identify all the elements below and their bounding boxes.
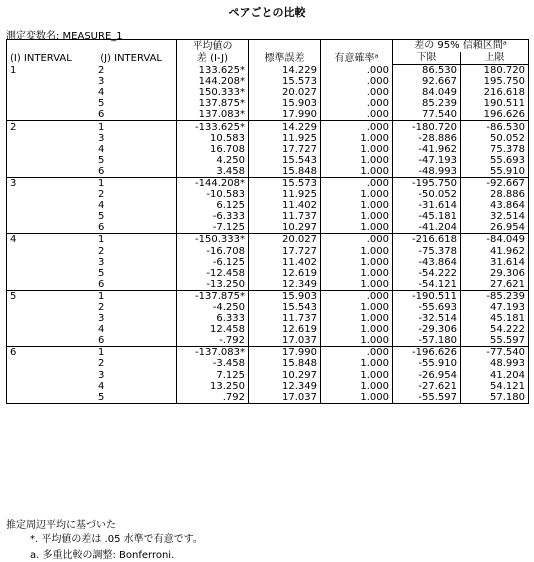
cell-std-err: 15.903 <box>249 290 321 302</box>
cell-i <box>7 246 177 257</box>
table-row <box>7 234 529 246</box>
cell-ci-lower: -31.614 <box>393 200 461 211</box>
cell-mean-diff: 137.875* <box>177 98 249 109</box>
header-ij <box>7 40 177 65</box>
cell-ci-upper: 196.626 <box>483 109 525 121</box>
cell-j-value: 6 <box>98 109 105 121</box>
cell-sig: .000 <box>321 290 393 302</box>
cell-mean-diff: -13.250 <box>177 279 249 291</box>
table-row <box>7 222 529 234</box>
cell-ci-lower: -190.511 <box>393 290 461 302</box>
table-row <box>7 76 529 87</box>
cell-i-value: 2 <box>10 121 17 133</box>
cell-mean-diff: 6.333 <box>177 313 249 324</box>
cell-ci-upper: 55.910 <box>490 165 525 177</box>
cell-sig: 1.000 <box>321 200 393 211</box>
cell-mean-diff: 144.208* <box>177 76 249 87</box>
header-j: (J) INTERVAL <box>100 52 162 64</box>
cell-i <box>7 313 177 324</box>
header-std-err: 標準誤差 <box>249 40 321 65</box>
header-ci-upper: 上限 <box>461 52 529 65</box>
cell-sig: 1.000 <box>321 392 393 404</box>
cell-ci-lower: -196.626 <box>393 347 461 359</box>
cell-mean-diff: -6.333 <box>177 211 249 222</box>
cell-i <box>7 222 177 234</box>
cell-mean-diff: 10.583 <box>177 133 249 144</box>
cell-ci-upper: 195.750 <box>483 76 525 88</box>
cell-mean-diff: -137.083* <box>177 347 249 359</box>
cell-mean-diff: -16.708 <box>177 246 249 257</box>
cell-j-value: 3 <box>98 256 105 268</box>
cell-ci-lower: -50.052 <box>393 189 461 200</box>
cell-ci-upper: 31.614 <box>490 256 525 268</box>
cell-ci-upper: 28.886 <box>490 189 525 201</box>
cell-ci-upper: 43.864 <box>490 200 525 212</box>
cell-ci-upper: 54.121 <box>490 380 525 392</box>
cell-j-value: 2 <box>98 189 105 201</box>
cell-std-err: 11.402 <box>249 200 321 211</box>
cell-mean-diff: 12.458 <box>177 324 249 335</box>
cell-sig: .000 <box>321 87 393 98</box>
cell-i-value: 3 <box>10 177 17 189</box>
cell-sig: 1.000 <box>321 211 393 222</box>
cell-j-value: 2 <box>98 358 105 370</box>
cell-ci-upper: 48.993 <box>490 358 525 370</box>
cell-ci-upper: 55.597 <box>490 335 525 347</box>
table-row <box>7 302 529 313</box>
cell-i <box>7 268 177 279</box>
cell-ci-upper: 216.618 <box>483 87 525 99</box>
cell-std-err: 11.737 <box>249 211 321 222</box>
cell-ci-upper: 41.962 <box>490 245 525 257</box>
cell-ci-lower: -45.181 <box>393 211 461 222</box>
cell-sig: 1.000 <box>321 381 393 392</box>
cell-sig: 1.000 <box>321 257 393 268</box>
header-ci-group: 差の 95% 信頼区間ᵃ <box>414 40 507 51</box>
cell-ci-lower: -216.618 <box>393 234 461 246</box>
header-sig: 有意確率ᵃ <box>321 40 393 65</box>
table-row <box>7 98 529 109</box>
cell-ci-upper: -85.239 <box>461 290 529 302</box>
cell-sig: .000 <box>321 234 393 246</box>
header-mean-diff <box>177 40 249 65</box>
cell-i <box>7 257 177 268</box>
cell-ci-upper: 26.954 <box>490 222 525 234</box>
cell-std-err: 15.573 <box>249 76 321 87</box>
cell-i <box>7 155 177 166</box>
cell-ci-upper: 54.222 <box>490 324 525 336</box>
cell-std-err: 11.925 <box>249 189 321 200</box>
cell-std-err: 15.848 <box>249 358 321 369</box>
footnote-adjustment: a. 多重比較の調整: Bonferroni. <box>30 550 175 561</box>
table-row <box>7 155 529 166</box>
cell-j-value: 1 <box>98 121 105 133</box>
table-row <box>7 211 529 222</box>
cell-j-value: 5 <box>98 267 105 279</box>
cell-ci-lower: 85.239 <box>393 98 461 109</box>
cell-sig: 1.000 <box>321 279 393 291</box>
cell-j-value: 3 <box>98 313 105 325</box>
cell-j-value: 4 <box>98 143 105 155</box>
cell-j-value: 5 <box>98 154 105 166</box>
cell-mean-diff: .792 <box>177 392 249 404</box>
cell-sig: 1.000 <box>321 246 393 257</box>
table-row <box>7 189 529 200</box>
cell-j-value: 6 <box>98 278 105 290</box>
cell-ci-upper: 47.193 <box>490 302 525 314</box>
cell-ci-upper: -86.530 <box>461 121 529 133</box>
table-row <box>7 324 529 335</box>
cell-ci-lower: -55.910 <box>393 358 461 369</box>
cell-std-err: 14.229 <box>249 65 321 77</box>
cell-std-err: 17.727 <box>249 246 321 257</box>
cell-ci-lower: -54.121 <box>393 279 461 291</box>
table-row <box>7 268 529 279</box>
cell-ci-lower: 77.540 <box>393 109 461 121</box>
cell-ci-upper: 55.693 <box>490 154 525 166</box>
cell-sig: 1.000 <box>321 370 393 381</box>
cell-mean-diff: 7.125 <box>177 370 249 381</box>
cell-sig: 1.000 <box>321 324 393 335</box>
cell-sig: 1.000 <box>321 133 393 144</box>
cell-i-value: 6 <box>10 347 17 359</box>
cell-mean-diff: 4.250 <box>177 155 249 166</box>
cell-j-value: 6 <box>98 335 105 347</box>
cell-ci-upper: 32.514 <box>490 211 525 223</box>
cell-sig: .000 <box>321 98 393 109</box>
cell-ci-lower: -43.864 <box>393 257 461 268</box>
cell-i <box>7 302 177 313</box>
cell-sig: 1.000 <box>321 358 393 369</box>
cell-j-value: 1 <box>98 177 105 189</box>
table-title: ペアごとの比較 <box>228 6 306 19</box>
cell-j-value: 2 <box>98 245 105 257</box>
cell-sig: .000 <box>321 177 393 189</box>
cell-std-err: 12.619 <box>249 268 321 279</box>
cell-ci-lower: -41.204 <box>393 222 461 234</box>
table-row <box>7 313 529 324</box>
cell-j-value: 3 <box>98 369 105 381</box>
cell-j-value: 3 <box>98 132 105 144</box>
cell-j-value: 1 <box>98 234 105 246</box>
cell-i <box>7 200 177 211</box>
cell-i <box>7 65 177 77</box>
cell-ci-upper: 41.204 <box>490 369 525 381</box>
cell-sig: 1.000 <box>321 144 393 155</box>
cell-std-err: 11.925 <box>249 133 321 144</box>
cell-ci-lower: -27.621 <box>393 381 461 392</box>
table-row <box>7 133 529 144</box>
cell-i <box>7 144 177 155</box>
footnote-significance: *. 平均値の差は .05 水準で有意です。 <box>30 534 203 545</box>
cell-i <box>7 279 177 291</box>
cell-mean-diff: 133.625* <box>177 65 249 77</box>
cell-ci-lower: -195.750 <box>393 177 461 189</box>
cell-sig: 1.000 <box>321 268 393 279</box>
cell-std-err: 11.402 <box>249 257 321 268</box>
table-row <box>7 335 529 347</box>
cell-ci-lower: 84.049 <box>393 87 461 98</box>
cell-std-err: 17.037 <box>249 392 321 404</box>
cell-ci-upper: 190.511 <box>483 98 525 110</box>
cell-mean-diff: 137.083* <box>177 109 249 121</box>
cell-ci-lower: -55.693 <box>393 302 461 313</box>
cell-ci-lower: -57.180 <box>393 335 461 347</box>
cell-ci-lower: -28.886 <box>393 133 461 144</box>
cell-std-err: 20.027 <box>249 87 321 98</box>
cell-mean-diff: -4.250 <box>177 302 249 313</box>
cell-sig: .000 <box>321 109 393 121</box>
cell-mean-diff: 16.708 <box>177 144 249 155</box>
cell-mean-diff: 150.333* <box>177 87 249 98</box>
cell-ci-lower: -26.954 <box>393 370 461 381</box>
cell-i <box>7 177 177 189</box>
cell-j-value: 2 <box>98 64 105 76</box>
cell-sig: .000 <box>321 76 393 87</box>
table-row <box>7 257 529 268</box>
cell-mean-diff: -10.583 <box>177 189 249 200</box>
cell-std-err: 12.619 <box>249 324 321 335</box>
cell-i <box>7 324 177 335</box>
cell-mean-diff: 3.458 <box>177 166 249 178</box>
table-row <box>7 381 529 392</box>
cell-ci-lower: -54.222 <box>393 268 461 279</box>
cell-i <box>7 234 177 246</box>
table-row <box>7 65 529 77</box>
cell-std-err: 10.297 <box>249 222 321 234</box>
table-row <box>7 290 529 302</box>
cell-j-value: 6 <box>98 222 105 234</box>
table-row <box>7 87 529 98</box>
cell-i <box>7 189 177 200</box>
table-row <box>7 358 529 369</box>
cell-mean-diff: -3.458 <box>177 358 249 369</box>
cell-sig: .000 <box>321 121 393 133</box>
cell-i <box>7 335 177 347</box>
cell-i-value: 4 <box>10 234 17 246</box>
cell-mean-diff: -144.208* <box>177 177 249 189</box>
table-body <box>7 65 529 404</box>
cell-ci-lower: 86.530 <box>393 65 461 77</box>
cell-ci-lower: -48.993 <box>393 166 461 178</box>
cell-ci-upper: 29.306 <box>490 267 525 279</box>
cell-mean-diff: -12.458 <box>177 268 249 279</box>
cell-mean-diff: 6.125 <box>177 200 249 211</box>
cell-ci-upper: 27.621 <box>490 278 525 290</box>
cell-std-err: 14.229 <box>249 121 321 133</box>
table-row <box>7 109 529 121</box>
cell-ci-upper: 75.378 <box>490 143 525 155</box>
table-row <box>7 166 529 178</box>
cell-ci-upper: -84.049 <box>461 234 529 246</box>
table-row <box>7 200 529 211</box>
table-header <box>7 40 529 65</box>
cell-mean-diff: -137.875* <box>177 290 249 302</box>
cell-std-err: 17.727 <box>249 144 321 155</box>
cell-ci-upper: 180.720 <box>483 65 525 77</box>
cell-mean-diff: -7.125 <box>177 222 249 234</box>
cell-ci-lower: 92.667 <box>393 76 461 87</box>
cell-sig: 1.000 <box>321 335 393 347</box>
table-row <box>7 177 529 189</box>
cell-ci-lower: -180.720 <box>393 121 461 133</box>
cell-j-value: 1 <box>98 347 105 359</box>
cell-ci-upper: 57.180 <box>490 391 525 403</box>
cell-ci-lower: -55.597 <box>393 392 461 404</box>
header-i: (I) INTERVAL <box>10 52 72 64</box>
cell-mean-diff: -.792 <box>177 335 249 347</box>
cell-sig: 1.000 <box>321 313 393 324</box>
table-row <box>7 144 529 155</box>
cell-i <box>7 133 177 144</box>
cell-sig: .000 <box>321 347 393 359</box>
header-ci-lower: 下限 <box>393 52 461 65</box>
cell-std-err: 17.037 <box>249 335 321 347</box>
table-row <box>7 279 529 291</box>
cell-sig: 1.000 <box>321 189 393 200</box>
cell-ci-lower: -41.962 <box>393 144 461 155</box>
footnote-basis: 推定周辺平均に基づいた <box>6 520 116 531</box>
cell-i <box>7 76 177 87</box>
cell-i-value: 1 <box>10 64 17 76</box>
table-row <box>7 347 529 359</box>
cell-sig: 1.000 <box>321 155 393 166</box>
cell-std-err: 17.990 <box>249 347 321 359</box>
cell-std-err: 17.990 <box>249 109 321 121</box>
table-row <box>7 370 529 381</box>
cell-j-value: 6 <box>98 165 105 177</box>
cell-std-err: 12.349 <box>249 279 321 291</box>
cell-i <box>7 166 177 178</box>
cell-j-value: 5 <box>98 211 105 223</box>
cell-ci-lower: -47.193 <box>393 155 461 166</box>
cell-j-value: 5 <box>98 98 105 110</box>
cell-sig: 1.000 <box>321 222 393 234</box>
cell-std-err: 15.543 <box>249 155 321 166</box>
cell-std-err: 11.737 <box>249 313 321 324</box>
cell-ci-lower: -29.306 <box>393 324 461 335</box>
cell-std-err: 15.543 <box>249 302 321 313</box>
cell-mean-diff: 13.250 <box>177 381 249 392</box>
cell-j-value: 4 <box>98 380 105 392</box>
cell-mean-diff: -150.333* <box>177 234 249 246</box>
table-row <box>7 246 529 257</box>
cell-mean-diff: -133.625* <box>177 121 249 133</box>
cell-mean-diff: -6.125 <box>177 257 249 268</box>
cell-i <box>7 290 177 302</box>
cell-std-err: 15.903 <box>249 98 321 109</box>
cell-j-value: 3 <box>98 76 105 88</box>
cell-std-err: 20.027 <box>249 234 321 246</box>
cell-std-err: 15.848 <box>249 166 321 178</box>
cell-i <box>7 121 177 133</box>
cell-i <box>7 347 177 359</box>
header-mean-diff-line2: 差 (I-J) <box>196 52 229 64</box>
header-mean-diff-line1: 平均値の <box>192 40 233 52</box>
cell-j-value: 5 <box>98 391 105 403</box>
cell-ci-lower: -32.514 <box>393 313 461 324</box>
cell-i <box>7 109 177 121</box>
cell-j-value: 2 <box>98 302 105 314</box>
cell-std-err: 15.573 <box>249 177 321 189</box>
cell-ci-upper: 50.052 <box>490 132 525 144</box>
cell-sig: .000 <box>321 65 393 77</box>
cell-i <box>7 370 177 381</box>
cell-i <box>7 358 177 369</box>
cell-i <box>7 392 177 404</box>
measure-label: 測定変数名: MEASURE_1 <box>6 31 123 42</box>
cell-sig: 1.000 <box>321 166 393 178</box>
cell-i <box>7 211 177 222</box>
pairwise-comparison-table <box>6 39 529 404</box>
cell-j-value: 4 <box>98 87 105 99</box>
cell-sig: 1.000 <box>321 302 393 313</box>
cell-std-err: 12.349 <box>249 381 321 392</box>
table-row <box>7 392 529 404</box>
cell-i <box>7 381 177 392</box>
table-row <box>7 121 529 133</box>
cell-j-value: 4 <box>98 200 105 212</box>
cell-i-value: 5 <box>10 290 17 302</box>
cell-j-value: 1 <box>98 290 105 302</box>
cell-i <box>7 98 177 109</box>
cell-std-err: 10.297 <box>249 370 321 381</box>
cell-ci-upper: -92.667 <box>461 177 529 189</box>
cell-i <box>7 87 177 98</box>
cell-ci-upper: -77.540 <box>461 347 529 359</box>
cell-j-value: 4 <box>98 324 105 336</box>
cell-ci-lower: -75.378 <box>393 246 461 257</box>
cell-ci-upper: 45.181 <box>490 313 525 325</box>
